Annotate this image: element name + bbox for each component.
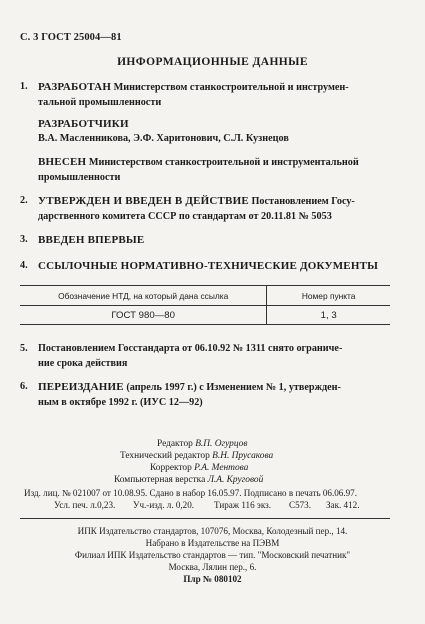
tech-editor-row — [120, 450, 273, 462]
item-text: Постановлением Госу- — [251, 196, 355, 207]
imprint-line-1: Изд. лиц. № 021007 от 10.08.95. Сдано в набор 16.05.97. Подписано в печать 06.06.97. — [24, 488, 357, 498]
item-references — [20, 259, 390, 275]
item-number: 5. — [20, 343, 28, 354]
item-text-cont: дарственного комитета СССР по стандартам от 20.11.81 № 5053 — [38, 210, 332, 222]
item-number: 3. — [20, 234, 28, 245]
item-text-cont: ным в октябре 1992 г. (ИУС 12—92) — [38, 396, 203, 408]
developers-label: РАЗРАБОТЧИКИ — [38, 118, 129, 130]
tech-editor-name: В.Н. Прусакова — [212, 451, 274, 461]
imprint-publisher-sheets: Уч.-изд. л. 0,20. — [133, 500, 195, 510]
item-number: 6. — [20, 381, 28, 392]
table-header-row — [20, 286, 390, 306]
document-title: ИНФОРМАЦИОННЫЕ ДАННЫЕ — [117, 56, 308, 68]
item-text: Постановлением Госстандарта от 06.10.92 № 1311 снято ограниче- — [38, 343, 343, 354]
corrector-row — [120, 462, 273, 474]
introduced-label: ВНЕСЕН — [38, 156, 87, 168]
typesetting-name: Л.А. Круговой — [207, 475, 264, 485]
publisher-line-2: Набрано в Издательстве на ПЭВМ — [145, 538, 280, 548]
divider-line — [20, 518, 390, 519]
introduced-block — [38, 155, 390, 185]
item-label: УТВЕРЖДЕН И ВВЕДЕН В ДЕЙСТВИЕ — [38, 195, 249, 207]
table-row — [20, 306, 390, 325]
publisher-line-4: Москва, Лялин пер., 6. — [168, 562, 257, 572]
item-label: РАЗРАБОТАН — [38, 81, 112, 93]
item-text-cont: тальной промышленности — [38, 96, 162, 108]
table-header-clause: Номер пункта — [267, 286, 390, 306]
editors-block — [114, 438, 274, 486]
tech-editor-role: Технический редактор — [120, 451, 210, 461]
publisher-license: Плр № 080102 — [183, 574, 242, 584]
item-label: ПЕРЕИЗДАНИЕ — [38, 381, 124, 393]
typesetting-role: Компьютерная верстка — [114, 475, 206, 485]
introduced-text: Министерством станкостроительной и инструментальной — [88, 157, 359, 168]
references-table — [20, 285, 390, 325]
item-label: ВВЕДЕН ВПЕРВЫЕ — [38, 234, 145, 246]
typesetting-row — [114, 474, 273, 486]
item-first-introduced — [20, 233, 390, 249]
editor-role: Редактор — [157, 439, 193, 449]
publisher-line-3: Филиал ИПК Издательство стандартов — тип. "Московский печатник" — [74, 550, 351, 560]
developers-names: В.А. Масленникова, Э.Ф. Харитонович, С.Л. Кузнецов — [38, 132, 289, 144]
corrector-name: Р.А. Ментова — [194, 463, 249, 473]
table-cell-document: ГОСТ 980—80 — [20, 306, 267, 325]
item-number: 4. — [20, 260, 28, 271]
imprint-order: Зак. 412. — [326, 500, 360, 510]
item-approved — [20, 194, 390, 224]
item-resolution — [20, 342, 390, 371]
imprint-code: С573. — [289, 500, 311, 510]
page-header: С. 3 ГОСТ 25004—81 — [20, 32, 122, 43]
editor-row — [120, 438, 273, 450]
item-number: 1. — [20, 81, 28, 92]
publisher-block — [0, 525, 425, 585]
publisher-line-1: ИПК Издательство стандартов, 107076, Москва, Колодезный пер., 14. — [77, 526, 348, 536]
item-text-cont: ние срока действия — [38, 357, 128, 369]
corrector-role: Корректор — [150, 463, 192, 473]
item-reissue — [20, 380, 390, 410]
editor-name: В.П. Огурцов — [195, 439, 248, 449]
item-number: 2. — [20, 195, 28, 206]
imprint-print-run: Тираж 116 экз. — [214, 500, 271, 510]
item-text: (апрель 1997 г.) с Изменением № 1, утвержден- — [126, 382, 341, 393]
item-text: Министерством станкостроительной и инструмен- — [113, 82, 349, 93]
item-label: ССЫЛОЧНЫЕ НОРМАТИВНО-ТЕХНИЧЕСКИЕ ДОКУМЕНТЫ — [38, 260, 379, 272]
table-cell-clause: 1, 3 — [267, 306, 390, 325]
item-developed — [20, 80, 390, 110]
table-header-document: Обозначение НТД, на который дана ссылка — [20, 286, 267, 306]
introduced-text-cont: промышленности — [38, 171, 121, 183]
developers-block — [38, 117, 390, 146]
imprint-print-sheets: Усл. печ. л.0,23. — [54, 500, 116, 510]
